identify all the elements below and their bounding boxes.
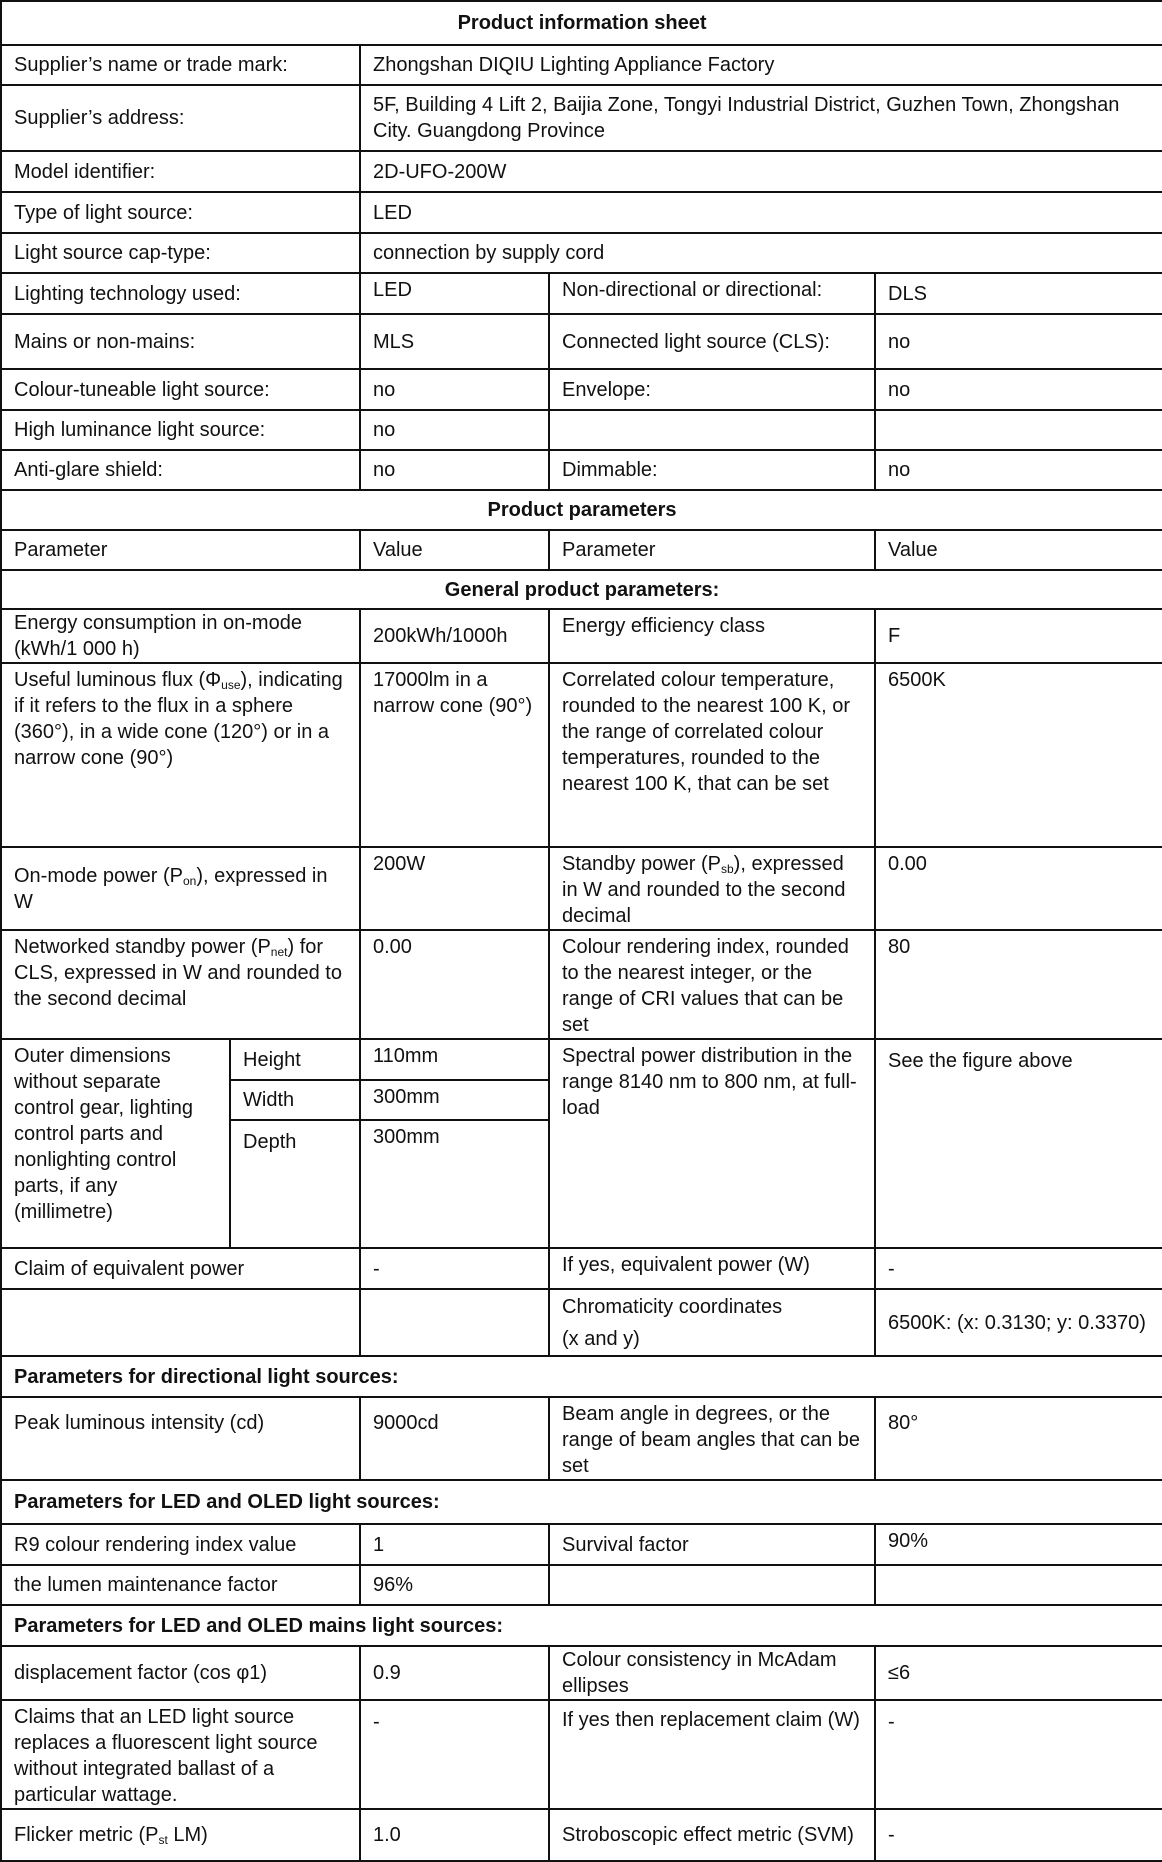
cri: 80 [875, 930, 1162, 1039]
cls: no [875, 314, 1162, 369]
height-label: Height [230, 1039, 360, 1080]
pon-label: On-mode power $(P_{on})$, expressed in W [1, 847, 360, 930]
energy: 200kWh/1000h [360, 609, 549, 663]
mcadam-label: Colour consistency in McAdam ellipses [549, 1646, 875, 1700]
disp: 0.9 [360, 1646, 549, 1700]
header-parameter: Parameter [1, 530, 360, 570]
flicker-label: Flicker metric ($P_{st}$ LM) [1, 1809, 360, 1861]
antiglare-label: Anti-glare shield: [1, 450, 360, 490]
beam: 80° [875, 1397, 1162, 1480]
directional: DLS [875, 273, 1162, 314]
psb-label: Standby power $(P_{sb})$, expressed in W and rounded to the second decimal [549, 847, 875, 930]
type-label: Type of light source: [1, 192, 360, 233]
empty-cell [549, 410, 875, 450]
led-heading: Parameters for LED and OLED light sources: [1, 1480, 1162, 1524]
spd: See the figure above [875, 1039, 1162, 1248]
psb: 0.00 [875, 847, 1162, 930]
model: 2D-UFO-200W [360, 151, 1162, 192]
width: 300mm [360, 1080, 549, 1120]
general-parameters-heading: General product parameters: [1, 570, 1162, 609]
mains-label: Mains or non-mains: [1, 314, 360, 369]
empty-cell [875, 410, 1162, 450]
header-value: Value [360, 530, 549, 570]
depth-label: Depth [230, 1120, 360, 1248]
type: LED [360, 192, 1162, 233]
empty-cell [360, 1289, 549, 1356]
pnet-label: Networked standby power $(P_{net})$ for CLS, expressed in W and rounded to the second decimal [1, 930, 360, 1039]
peak-label: Peak luminous intensity (cd) [1, 1397, 360, 1480]
supplier-name: Zhongshan DIQIU Lighting Appliance Factory [360, 45, 1162, 85]
address-label: Supplier’s address: [1, 85, 360, 151]
beam-label: Beam angle in degrees, or the range of beam angles that can be set [549, 1397, 875, 1480]
empty-cell [549, 1565, 875, 1605]
tuneable-label: Colour-tuneable light source: [1, 369, 360, 410]
empty-cell [1, 1289, 360, 1356]
survival-label: Survival factor [549, 1524, 875, 1565]
cri-label: Colour rendering index, rounded to the nearest integer, or the range of CRI values that can be set [549, 930, 875, 1039]
eqpower-label: If yes, equivalent power (W) [549, 1248, 875, 1289]
envelope: no [875, 369, 1162, 410]
svm-label: Stroboscopic effect metric (SVM) [549, 1809, 875, 1861]
tuneable: no [360, 369, 549, 410]
envelope-label: Envelope: [549, 369, 875, 410]
cap: connection by supply cord [360, 233, 1162, 273]
lumen-label: the lumen maintenance factor [1, 1565, 360, 1605]
empty-cell [875, 1565, 1162, 1605]
dims-label: Outer dimensions without separate control gear, lighting control parts and nonlighting control parts, if any (millimetre) [1, 1039, 230, 1248]
cls-label: Connected light source (CLS): [549, 314, 875, 369]
directional-label: Non-directional or directional: [549, 273, 875, 314]
claim: - [360, 1248, 549, 1289]
tech: LED [360, 273, 549, 314]
r9: 1 [360, 1524, 549, 1565]
mcadam: ≤6 [875, 1646, 1162, 1700]
eff-label: Energy efficiency class [549, 609, 875, 663]
survival: 90% [875, 1524, 1162, 1565]
energy-label: Energy consumption in on-mode (kWh/1 000 h) [1, 609, 360, 663]
flicker: 1.0 [360, 1809, 549, 1861]
header-value: Value [875, 530, 1162, 570]
disp-label: displacement factor (cos φ1) [1, 1646, 360, 1700]
antiglare: no [360, 450, 549, 490]
model-label: Model identifier: [1, 151, 360, 192]
replace-label: Claims that an LED light source replaces a fluorescent light source without integrated ballast of a particular wattage. [1, 1700, 360, 1809]
replace-claim-label: If yes then replacement claim (W) [549, 1700, 875, 1809]
cct: 6500K [875, 663, 1162, 847]
led-mains-heading: Parameters for LED and OLED mains light sources: [1, 1605, 1162, 1646]
address: 5F, Building 4 Lift 2, Baijia Zone, Tongyi Industrial District, Guzhen Town, Zhongshan City. Guangdong Province [360, 85, 1162, 151]
high-lum-label: High luminance light source: [1, 410, 360, 450]
directional-heading: Parameters for directional light sources: [1, 1356, 1162, 1397]
flux-label: Useful luminous flux $(\Phi_{use})$, indicating if it refers to the flux in a sphere (360°), in a wide cone (120°) or in a narrow cone (90°) [1, 663, 360, 847]
supplier-name-label: Supplier’s name or trade mark: [1, 45, 360, 85]
mains: MLS [360, 314, 549, 369]
replace: - [360, 1700, 549, 1809]
eff: F [875, 609, 1162, 663]
replace-claim: - [875, 1700, 1162, 1809]
cct-label: Correlated colour temperature, rounded to the nearest 100 K, or the range of correlated colour temperatures, rounded to the nearest 100 K, that can be set [549, 663, 875, 847]
flux: 17000lm in a narrow cone (90°) [360, 663, 549, 847]
tech-label: Lighting technology used: [1, 273, 360, 314]
width-label: Width [230, 1080, 360, 1120]
pon: 200W [360, 847, 549, 930]
claim-label: Claim of equivalent power [1, 1248, 360, 1289]
peak: 9000cd [360, 1397, 549, 1480]
cap-label: Light source cap-type: [1, 233, 360, 273]
depth: 300mm [360, 1120, 549, 1248]
header-parameter: Parameter [549, 530, 875, 570]
svm: - [875, 1809, 1162, 1861]
sheet-title: Product information sheet [1, 1, 1162, 45]
dimmable: no [875, 450, 1162, 490]
pnet: 0.00 [360, 930, 549, 1039]
dimmable-label: Dimmable: [549, 450, 875, 490]
high-lum: no [360, 410, 549, 450]
r9-label: R9 colour rendering index value [1, 1524, 360, 1565]
spd-label: Spectral power distribution in the range 8140 nm to 800 nm, at full-load [549, 1039, 875, 1248]
eqpower: - [875, 1248, 1162, 1289]
height: 110mm [360, 1039, 549, 1080]
lumen: 96% [360, 1565, 549, 1605]
chroma-label: Chromaticity coordinates (x and y) [549, 1289, 875, 1356]
chroma: 6500K: (x: 0.3130; y: 0.3370) [875, 1289, 1162, 1356]
product-parameters-heading: Product parameters [1, 490, 1162, 530]
